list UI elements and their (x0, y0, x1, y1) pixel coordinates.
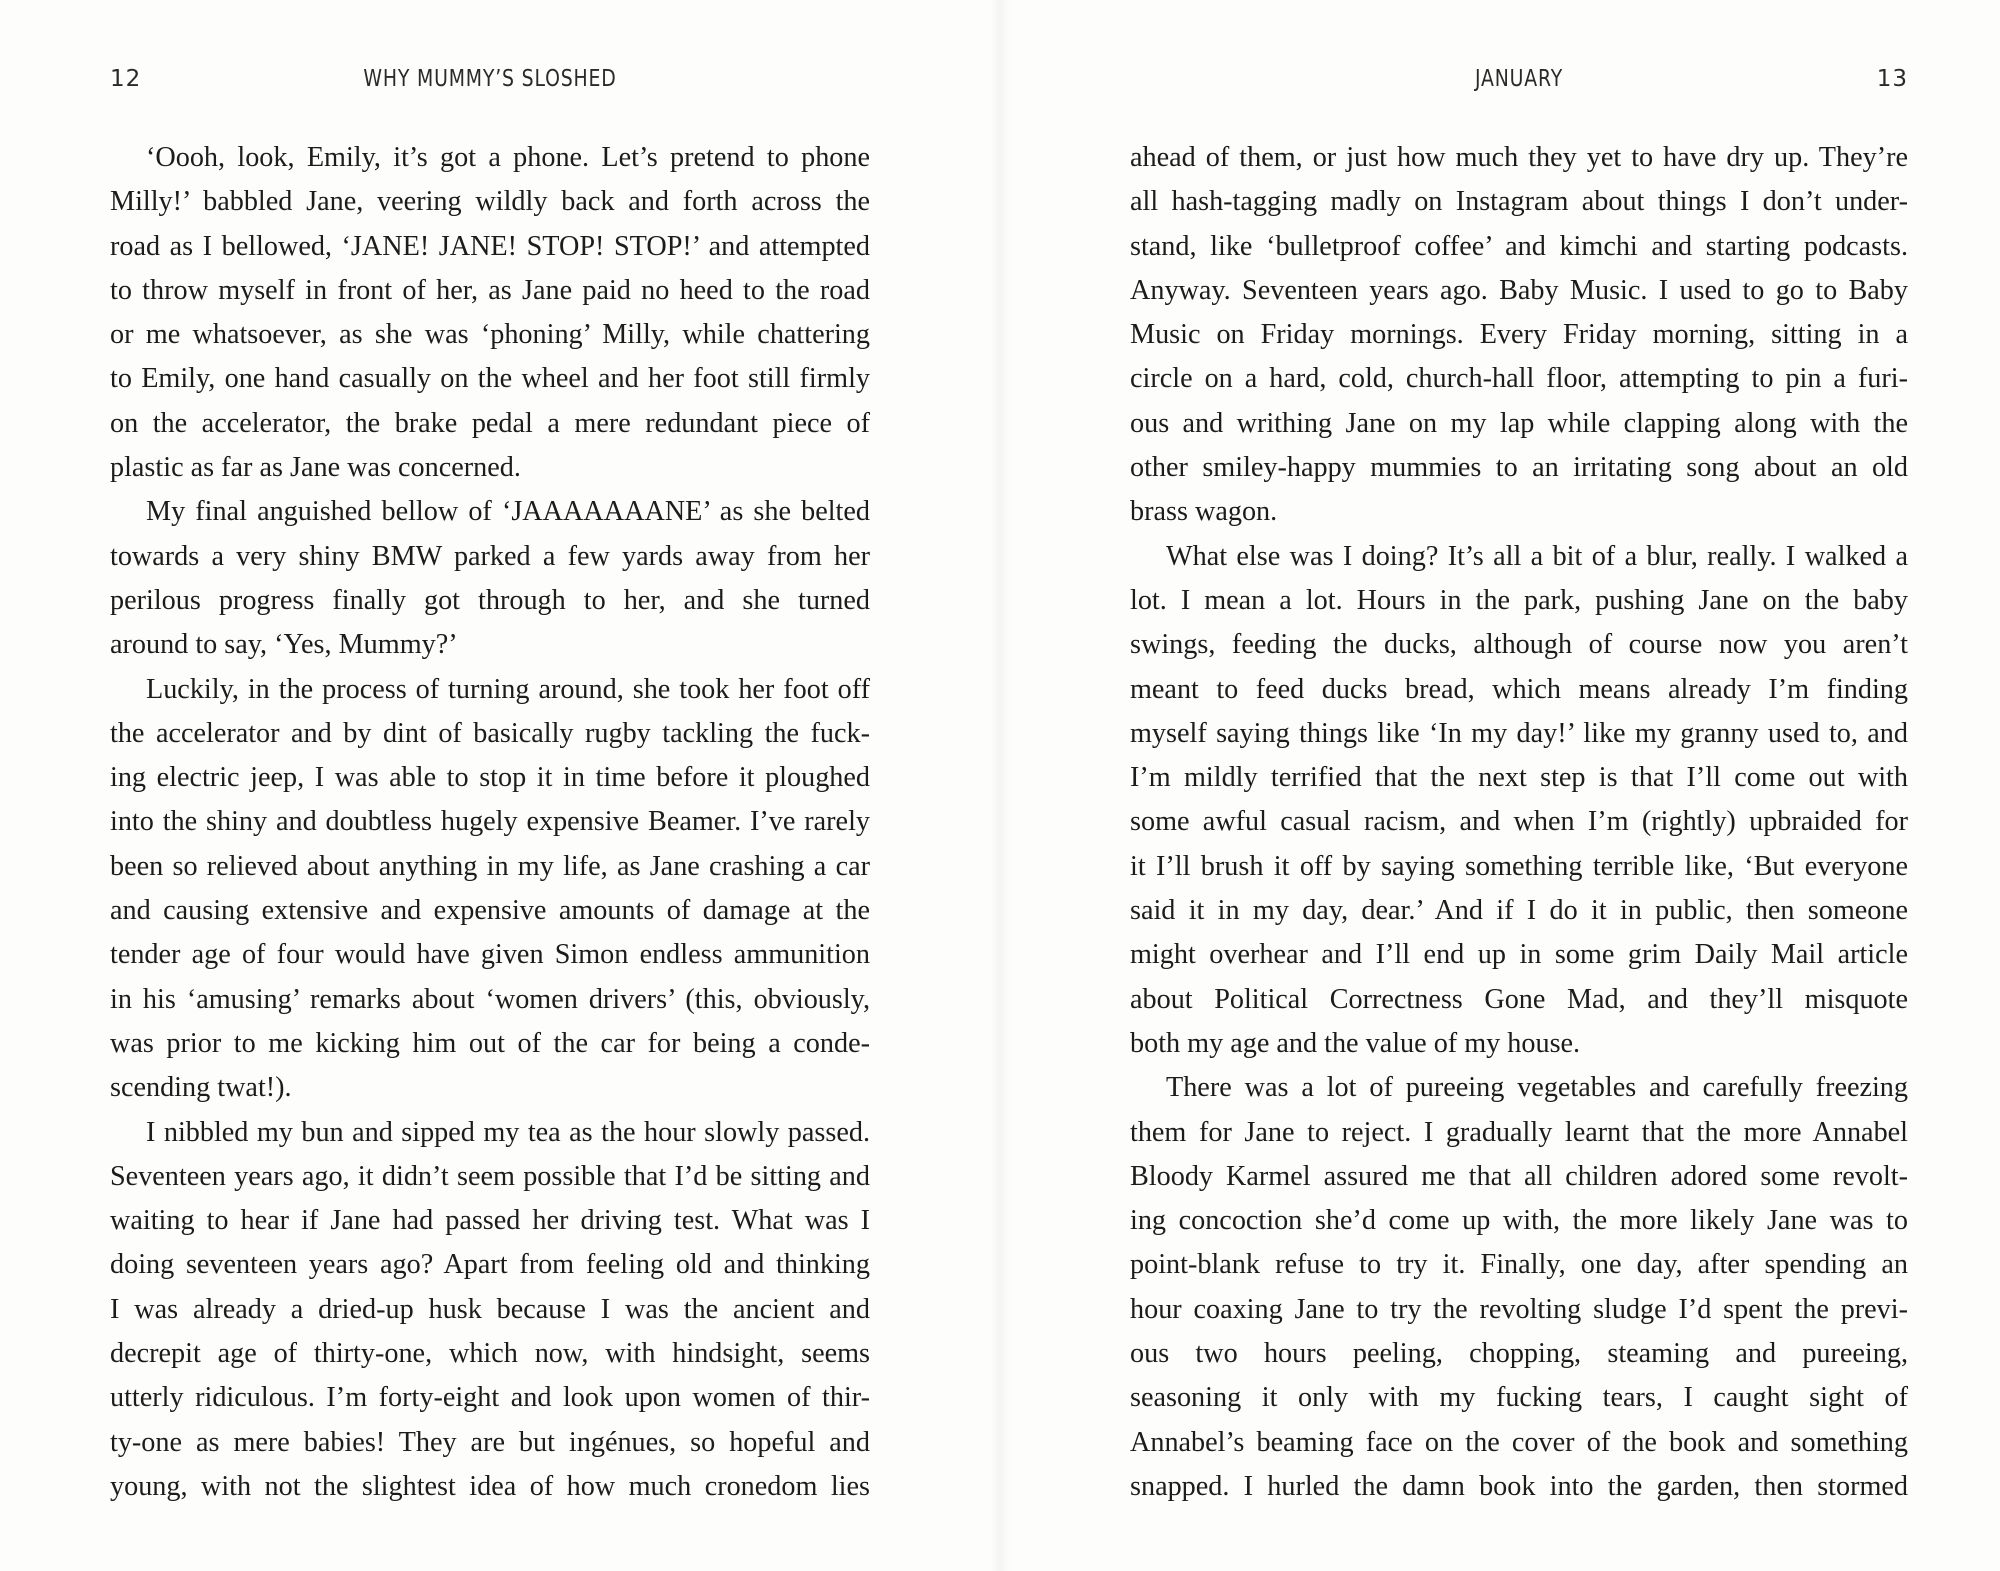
text-line: tender age of four would have given Simon endless ammunition (110, 939, 870, 971)
text-line: was prior to me kicking him out of the car for being a conde- (110, 1027, 870, 1059)
text-line: scending twat!). (110, 1072, 292, 1104)
text-line: I nibbled my bun and sipped my tea as the hour slowly passed. (146, 1116, 870, 1148)
text-line: waiting to hear if Jane had passed her driving test. What was I (110, 1205, 870, 1237)
text-line: lot. I mean a lot. Hours in the park, pushing Jane on the baby (1130, 584, 1908, 616)
text-line: perilous progress finally got through to her, and she turned (110, 584, 870, 616)
text-line: towards a very shiny BMW parked a few yards away from her (110, 540, 870, 572)
text-line: ty-one as mere babies! They are but ingénues, so hopeful and (110, 1426, 870, 1458)
text-line: been so relieved about anything in my life, as Jane crashing a car (110, 850, 870, 882)
text-line: myself saying things like ‘In my day!’ like my granny used to, and (1130, 717, 1908, 749)
text-line: other smiley-happy mummies to an irritating song about an old (1130, 452, 1908, 484)
text-line: seasoning it only with my fucking tears, I caught sight of (1130, 1382, 1908, 1414)
text-line: around to say, ‘Yes, Mummy?’ (110, 629, 458, 661)
text-line: ous and writhing Jane on my lap while clapping along with the (1130, 407, 1908, 439)
text-line: or me whatsoever, as she was ‘phoning’ Milly, while chattering (110, 319, 870, 351)
text-line: ahead of them, or just how much they yet to have dry up. They’re (1130, 142, 1908, 173)
text-line: it I’ll brush it off by saying something terrible like, ‘But everyone (1130, 850, 1908, 882)
text-line: swings, feeding the ducks, although of course now you aren’t (1130, 629, 1908, 661)
text-line: Anyway. Seventeen years ago. Baby Music. I used to go to Baby (1130, 274, 1908, 306)
text-line: meant to feed ducks bread, which means already I’m finding (1130, 673, 1908, 705)
text-line: doing seventeen years ago? Apart from feeling old and thinking (110, 1249, 870, 1281)
right-page-number: 13 (1876, 66, 1908, 92)
text-line: What else was I doing? It’s all a bit of a blur, really. I walked a (1166, 540, 1908, 572)
text-line: Bloody Karmel assured me that all children adored some revolt- (1130, 1160, 1908, 1192)
text-line: in his ‘amusing’ remarks about ‘women drivers’ (this, obviously, (110, 983, 870, 1015)
text-line: some awful casual racism, and when I’m (rightly) upbraided for (1130, 806, 1908, 838)
text-line: young, with not the slightest idea of how much cronedom lies (110, 1470, 870, 1502)
text-line: My final anguished bellow of ‘JAAAAAAANE’ as she belted (146, 496, 870, 528)
text-line: I’m mildly terrified that the next step is that I’ll come out with (1130, 762, 1908, 794)
text-line: might overhear and I’ll end up in some grim Daily Mail article (1130, 939, 1908, 971)
text-line: Music on Friday mornings. Every Friday morning, sitting in a (1130, 319, 1908, 351)
text-line: road as I bellowed, ‘JANE! JANE! STOP! STOP!’ and attempted (110, 230, 870, 262)
right-body-text (1130, 136, 1908, 1509)
text-line: stand, like ‘bulletproof coffee’ and kimchi and starting podcasts. (1130, 230, 1908, 262)
chapter-title-header: JANUARY (1474, 66, 1564, 92)
text-line: them for Jane to reject. I gradually learnt that the more Annabel (1130, 1116, 1908, 1148)
text-line: plastic as far as Jane was concerned. (110, 452, 521, 484)
text-line: on the accelerator, the brake pedal a mere redundant piece of (110, 407, 870, 439)
right-running-head (1130, 66, 1908, 102)
text-line: the accelerator and by dint of basically rugby tackling the fuck- (110, 717, 870, 749)
left-page-number: 12 (110, 66, 142, 92)
text-line: Milly!’ babbled Jane, veering wildly back and forth across the (110, 186, 870, 218)
text-line: about Political Correctness Gone Mad, and they’ll misquote (1130, 983, 1908, 1015)
right-page (1130, 0, 1908, 1571)
text-line: Annabel’s beaming face on the cover of the book and something (1130, 1426, 1908, 1458)
text-line: circle on a hard, cold, church-hall floor, attempting to pin a furi- (1130, 363, 1908, 395)
text-line: all hash-tagging madly on Instagram about things I don’t under- (1130, 186, 1908, 218)
text-line: said it in my day, dear.’ And if I do it in public, then someone (1130, 895, 1908, 927)
text-line: Seventeen years ago, it didn’t seem possible that I’d be sitting and (110, 1160, 870, 1192)
text-line: ing electric jeep, I was able to stop it in time before it ploughed (110, 762, 870, 794)
text-line: There was a lot of pureeing vegetables and carefully freezing (1166, 1072, 1908, 1104)
text-line: ing concoction she’d come up with, the more likely Jane was to (1130, 1205, 1908, 1237)
text-line: into the shiny and doubtless hugely expensive Beamer. I’ve rarely (110, 806, 870, 838)
text-line: utterly ridiculous. I’m forty-eight and look upon women of thir- (110, 1382, 870, 1414)
text-line: Luckily, in the process of turning around, she took her foot off (146, 673, 870, 705)
left-running-head (110, 66, 870, 102)
text-line: hour coaxing Jane to try the revolting sludge I’d spent the previ- (1130, 1293, 1908, 1325)
book-title-header: WHY MUMMY’S SLOSHED (363, 66, 617, 92)
text-line: ous two hours peeling, chopping, steaming and pureeing, (1130, 1338, 1908, 1370)
text-line: to Emily, one hand casually on the wheel and her foot still firmly (110, 363, 870, 395)
text-line: I was already a dried-up husk because I was the ancient and (110, 1293, 870, 1325)
book-gutter (990, 0, 1010, 1571)
left-page (110, 0, 870, 1571)
text-line: brass wagon. (1130, 496, 1278, 528)
text-line: and causing extensive and expensive amounts of damage at the (110, 895, 870, 927)
text-line: to throw myself in front of her, as Jane paid no heed to the road (110, 274, 870, 306)
left-body-text (110, 136, 870, 1509)
text-line: both my age and the value of my house. (1130, 1027, 1581, 1059)
text-line: snapped. I hurled the damn book into the garden, then stormed (1130, 1470, 1908, 1502)
text-line: point-blank refuse to try it. Finally, one day, after spending an (1130, 1249, 1908, 1281)
text-line: decrepit age of thirty-one, which now, with hindsight, seems (110, 1338, 870, 1370)
text-line: ‘Oooh, look, Emily, it’s got a phone. Let’s pretend to phone (146, 142, 870, 173)
